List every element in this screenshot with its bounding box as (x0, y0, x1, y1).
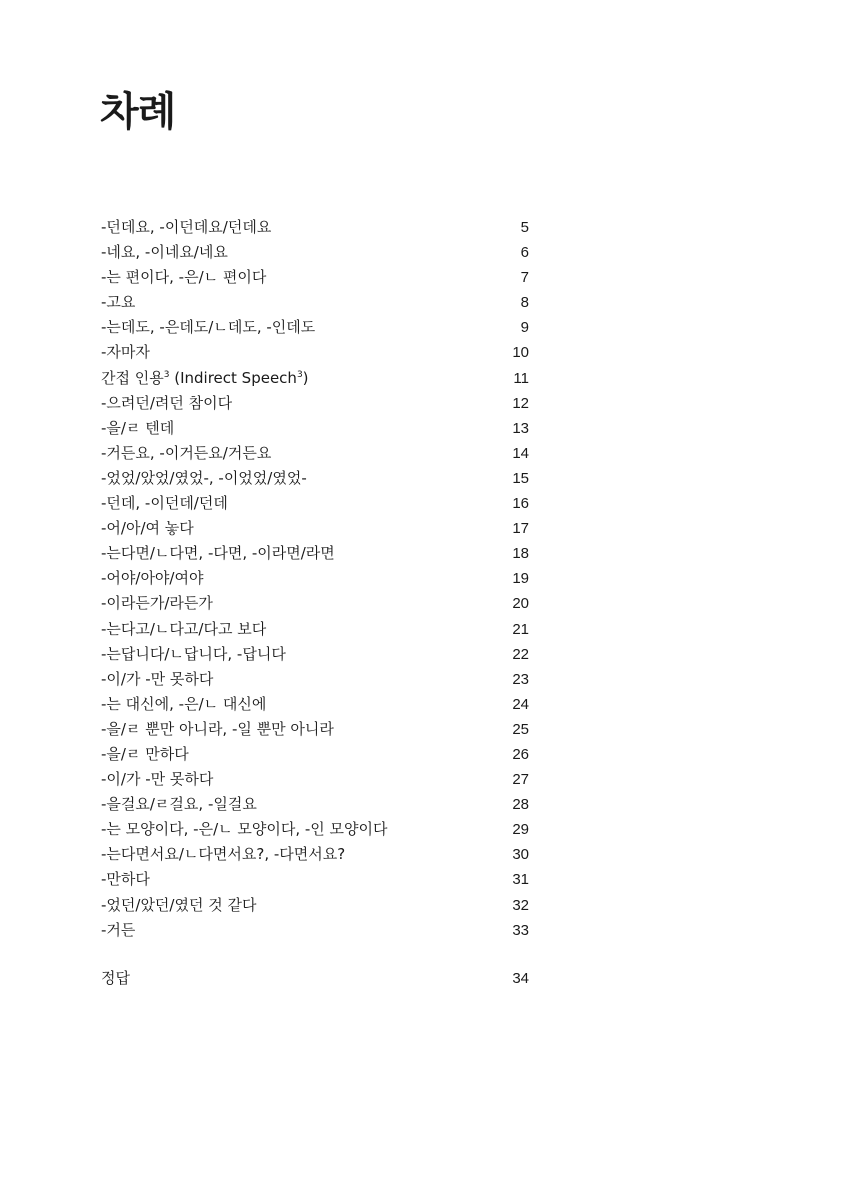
toc-entry[interactable] (101, 767, 529, 792)
toc-entry-page: 11 (513, 369, 529, 387)
toc-entry[interactable] (101, 566, 529, 591)
toc-entry-page: 21 (512, 620, 529, 638)
toc-entry-page: 19 (512, 570, 529, 588)
toc-entry-label: -었었/았었/였었-, -이었었/였었- (101, 468, 307, 487)
toc-entry-label: -이/가 -만 못하다 (101, 669, 214, 688)
toc-entry-page: 23 (512, 670, 529, 688)
toc-entry-label: -네요, -이네요/네요 (101, 243, 228, 262)
toc-entry-label: -는 모양이다, -은/ㄴ 모양이다, -인 모양이다 (101, 820, 388, 839)
toc-entry-page: 31 (512, 871, 529, 889)
table-of-contents (101, 215, 529, 943)
toc-entry[interactable] (101, 867, 529, 892)
toc-entry-answers[interactable] (101, 966, 529, 991)
toc-entry[interactable] (101, 591, 529, 616)
toc-entry-page: 25 (512, 720, 529, 738)
toc-entry-label: -이라든가/라든가 (101, 594, 213, 613)
toc-entry[interactable] (101, 265, 529, 290)
toc-entry[interactable] (101, 240, 529, 265)
toc-entry-page: 17 (512, 520, 529, 538)
toc-entry-label: -는데도, -은데도/ㄴ데도, -인데도 (101, 318, 316, 337)
toc-entry-page: 7 (520, 269, 529, 287)
toc-entry-label: -을/ㄹ 뿐만 아니라, -일 뿐만 아니라 (101, 719, 334, 738)
toc-entry[interactable] (101, 391, 529, 416)
toc-entry-page: 14 (512, 444, 529, 462)
toc-entry[interactable] (101, 491, 529, 516)
toc-entry-page: 33 (512, 921, 529, 939)
toc-entry[interactable] (101, 642, 529, 667)
toc-entry[interactable] (101, 416, 529, 441)
toc-entry-page: 22 (512, 645, 529, 663)
toc-entry[interactable] (101, 918, 529, 943)
toc-entry-label: -는답니다/ㄴ답니다, -답니다 (101, 644, 286, 663)
toc-entry-label: -을/ㄹ 만하다 (101, 744, 189, 763)
toc-entry-page: 32 (512, 896, 529, 914)
toc-entry-page: 16 (512, 495, 529, 513)
toc-entry[interactable] (101, 340, 529, 365)
toc-entry-page: 34 (512, 970, 529, 987)
toc-entry-label: -으려던/려던 참이다 (101, 393, 233, 412)
superscript-marker: 3 (296, 369, 303, 380)
toc-entry-label: -던데요, -이던데요/던데요 (101, 218, 272, 236)
toc-entry[interactable] (101, 742, 529, 767)
toc-entry-label: -을걸요/ㄹ걸요, -일걸요 (101, 795, 257, 814)
toc-entry-label: 정답 (101, 969, 130, 987)
toc-entry-page: 10 (512, 344, 529, 362)
toc-entry-page: 18 (512, 545, 529, 563)
toc-entry[interactable] (101, 215, 529, 240)
toc-entry-page: 15 (512, 469, 529, 487)
superscript-marker: 3 (163, 369, 170, 380)
toc-entry-page: 24 (512, 695, 529, 713)
toc-entry[interactable] (101, 842, 529, 867)
toc-entry-label: -자마자 (101, 343, 150, 362)
toc-entry-label-part: (Indirect Speech (169, 368, 297, 387)
toc-entry-label (101, 366, 309, 391)
toc-entry-page: 26 (512, 745, 529, 763)
toc-entry-page: 29 (512, 821, 529, 839)
toc-entry-label: -는다면서요/ㄴ다면서요?, -다면서요? (101, 845, 346, 864)
toc-entry-label: -을/ㄹ 텐데 (101, 418, 175, 437)
toc-entry-page: 8 (520, 294, 529, 312)
toc-entry[interactable] (101, 817, 529, 842)
toc-entry[interactable] (101, 893, 529, 918)
toc-entry-label: -어야/아야/여야 (101, 569, 204, 588)
toc-entry-page: 6 (520, 244, 529, 262)
toc-entry-page: 27 (512, 771, 529, 789)
toc-entry[interactable] (101, 290, 529, 315)
toc-entry[interactable] (101, 315, 529, 340)
toc-entry-label: -고요 (101, 293, 136, 312)
toc-entry-label: -는다고/ㄴ다고/다고 보다 (101, 619, 267, 638)
toc-entry-label: -거든 (101, 920, 136, 939)
toc-entry-label: -는 편이다, -은/ㄴ 편이다 (101, 268, 267, 287)
toc-entry-page: 9 (520, 319, 529, 337)
toc-entry-label-part: ) (302, 368, 309, 387)
toc-entry-label-part: 간접 인용 (101, 368, 164, 387)
toc-entry-label: -만하다 (101, 870, 150, 889)
toc-entry[interactable] (101, 617, 529, 642)
toc-entry-page: 30 (512, 846, 529, 864)
toc-entry-page: 28 (512, 796, 529, 814)
toc-entry[interactable] (101, 792, 529, 817)
toc-entry-label: -는 대신에, -은/ㄴ 대신에 (101, 694, 267, 713)
toc-entry[interactable] (101, 667, 529, 692)
toc-entry[interactable] (101, 516, 529, 541)
toc-entry[interactable] (101, 541, 529, 566)
toc-entry[interactable] (101, 692, 529, 717)
toc-entry-label: -어/아/여 놓다 (101, 519, 194, 538)
toc-entry-label: -거든요, -이거든요/거든요 (101, 443, 272, 462)
toc-entry-label: -던데, -이던데/던데 (101, 494, 228, 513)
toc-entry[interactable] (101, 466, 529, 491)
toc-entry[interactable] (101, 441, 529, 466)
toc-entry-page: 12 (512, 394, 529, 412)
toc-entry-label: -었던/았던/였던 것 같다 (101, 895, 257, 914)
toc-entry-page: 20 (512, 595, 529, 613)
toc-entry-page: 5 (520, 219, 529, 236)
toc-entry-label: -이/가 -만 못하다 (101, 770, 214, 789)
page-title: 차례 (100, 89, 176, 135)
toc-entry-label: -는다면/ㄴ다면, -다면, -이라면/라면 (101, 544, 335, 563)
toc-entry[interactable] (101, 717, 529, 742)
toc-entry-page: 13 (512, 419, 529, 437)
toc-entry[interactable] (101, 366, 529, 391)
